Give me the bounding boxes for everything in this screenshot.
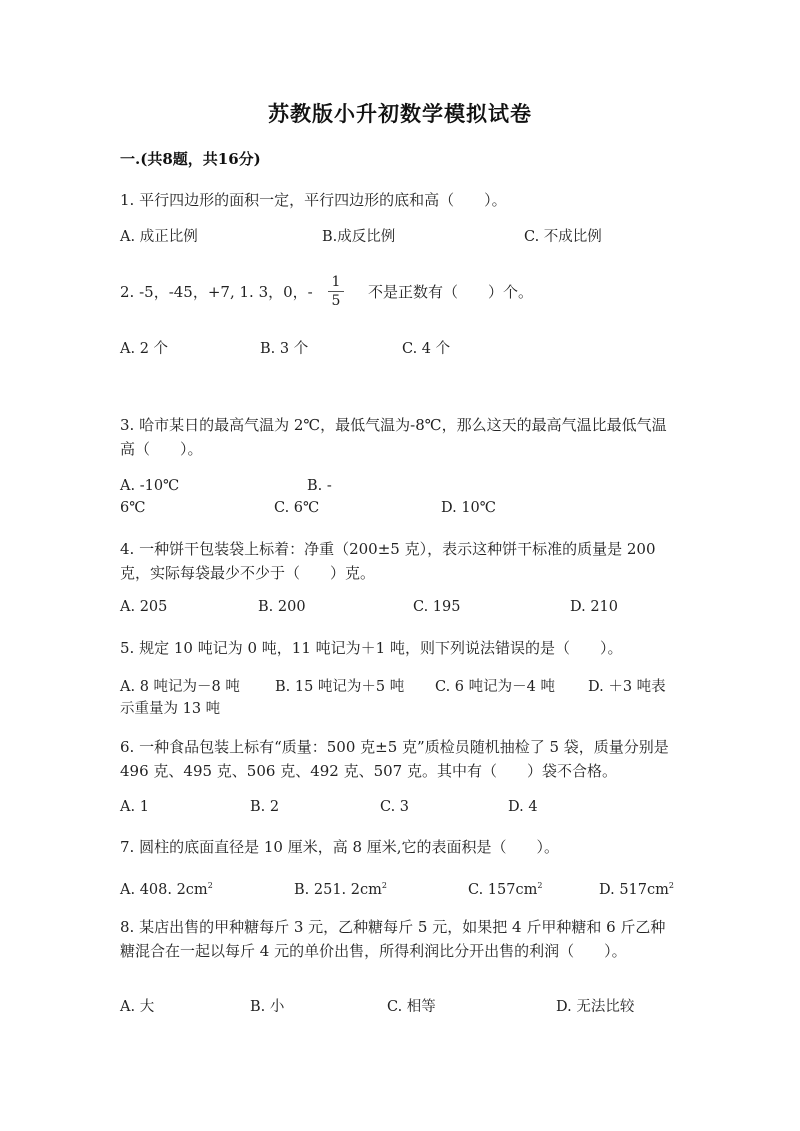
- q8-option-a[interactable]: A. 大: [120, 999, 155, 1015]
- q5-option-c[interactable]: C. 6 吨记为－4 吨: [435, 679, 555, 695]
- question-5-text: 5. 规定 10 吨记为 0 吨，11 吨记为＋1 吨，则下列说法错误的是（ ）。: [120, 639, 623, 657]
- superscript-2: 2: [668, 881, 674, 890]
- q3-option-b[interactable]: B. -: [307, 478, 332, 494]
- q3-option-c[interactable]: C. 6℃: [274, 500, 320, 516]
- q5-option-d-cont[interactable]: 示重量为 13 吨: [120, 701, 221, 717]
- q7-option-c-label: C. 157cm: [468, 882, 538, 898]
- question-7-text: 7. 圆柱的底面直径是 10 厘米，高 8 厘米,它的表面积是（ ）。: [120, 838, 560, 856]
- question-2-text-after: 不是正数有（ ）个。: [368, 283, 534, 301]
- q7-option-a-label: A. 408. 2cm: [120, 882, 208, 898]
- q2-option-b[interactable]: B. 3 个: [260, 341, 309, 357]
- q4-option-b[interactable]: B. 200: [258, 599, 306, 615]
- q4-option-d[interactable]: D. 210: [570, 599, 619, 615]
- q5-option-a[interactable]: A. 8 吨记为－8 吨: [120, 679, 240, 695]
- question-2-text-before: 2. -5，-45，+7, 1. 3，0，-: [120, 283, 313, 301]
- q6-option-c[interactable]: C. 3: [380, 799, 410, 815]
- q8-option-c[interactable]: C. 相等: [387, 999, 436, 1015]
- q8-option-d[interactable]: D. 无法比较: [556, 999, 635, 1015]
- q8-option-b[interactable]: B. 小: [250, 999, 285, 1015]
- question-6-text: 6. 一种食品包装上标有“质量：500 克±5 克”质检员随机抽检了 5 袋，质量分别是 496 克、495 克、506 克、492 克、507 克。其中有（ ）袋不合格。: [120, 738, 669, 780]
- q1-option-c[interactable]: C. 不成比例: [524, 229, 602, 245]
- superscript-2: 2: [207, 881, 213, 890]
- q7-option-d[interactable]: [599, 875, 674, 901]
- q3-option-b-cont[interactable]: 6℃: [120, 500, 146, 516]
- q6-option-d[interactable]: D. 4: [508, 799, 538, 815]
- page-title: 苏教版小升初数学模拟试卷: [268, 101, 532, 126]
- q3-option-a[interactable]: A. -10℃: [120, 478, 180, 494]
- q6-option-a[interactable]: A. 1: [120, 799, 149, 815]
- fraction-numerator: 1: [328, 274, 344, 292]
- question-4-text: 4. 一种饼干包装袋上标着：净重（200±5 克），表示这种饼干标准的质量是 200 克，实际每袋最少不少于（ ）克。: [120, 540, 656, 582]
- q4-option-c[interactable]: C. 195: [413, 599, 461, 615]
- section-heading: 一.(共8题，共16分): [120, 150, 261, 168]
- q2-option-c[interactable]: C. 4 个: [402, 341, 451, 357]
- q1-option-a[interactable]: A. 成正比例: [120, 229, 198, 245]
- q7-option-c[interactable]: [468, 875, 542, 901]
- superscript-2: 2: [537, 881, 543, 890]
- q7-option-a[interactable]: [120, 875, 213, 901]
- question-1-text: 1. 平行四边形的面积一定，平行四边形的底和高（ ）。: [120, 191, 507, 209]
- q7-option-b[interactable]: [294, 875, 387, 901]
- q6-option-b[interactable]: B. 2: [250, 799, 280, 815]
- q3-option-d[interactable]: D. 10℃: [441, 500, 496, 516]
- q7-option-d-label: D. 517cm: [599, 882, 669, 898]
- q1-option-b[interactable]: B.成反比例: [322, 229, 396, 245]
- question-8-text: 8. 某店出售的甲种糖每斤 3 元，乙种糖每斤 5 元，如果把 4 斤甲种糖和 6 斤乙种糖混合在一起以每斤 4 元的单价出售，所得利润比分开出售的利润（ ）。: [120, 918, 666, 960]
- q7-option-b-label: B. 251. 2cm: [294, 882, 382, 898]
- q4-option-a[interactable]: A. 205: [120, 599, 168, 615]
- q5-option-d[interactable]: D. ＋3 吨表: [588, 679, 666, 695]
- fraction-denominator: 5: [331, 293, 341, 309]
- superscript-2: 2: [381, 881, 387, 890]
- fraction-one-fifth: [328, 274, 344, 309]
- q5-option-b[interactable]: B. 15 吨记为＋5 吨: [275, 679, 405, 695]
- q2-option-a[interactable]: A. 2 个: [120, 341, 169, 357]
- question-3-text: 3. 哈市某日的最高气温为 2℃，最低气温为-8℃，那么这天的最高气温比最低气温高（ ）。: [120, 416, 667, 458]
